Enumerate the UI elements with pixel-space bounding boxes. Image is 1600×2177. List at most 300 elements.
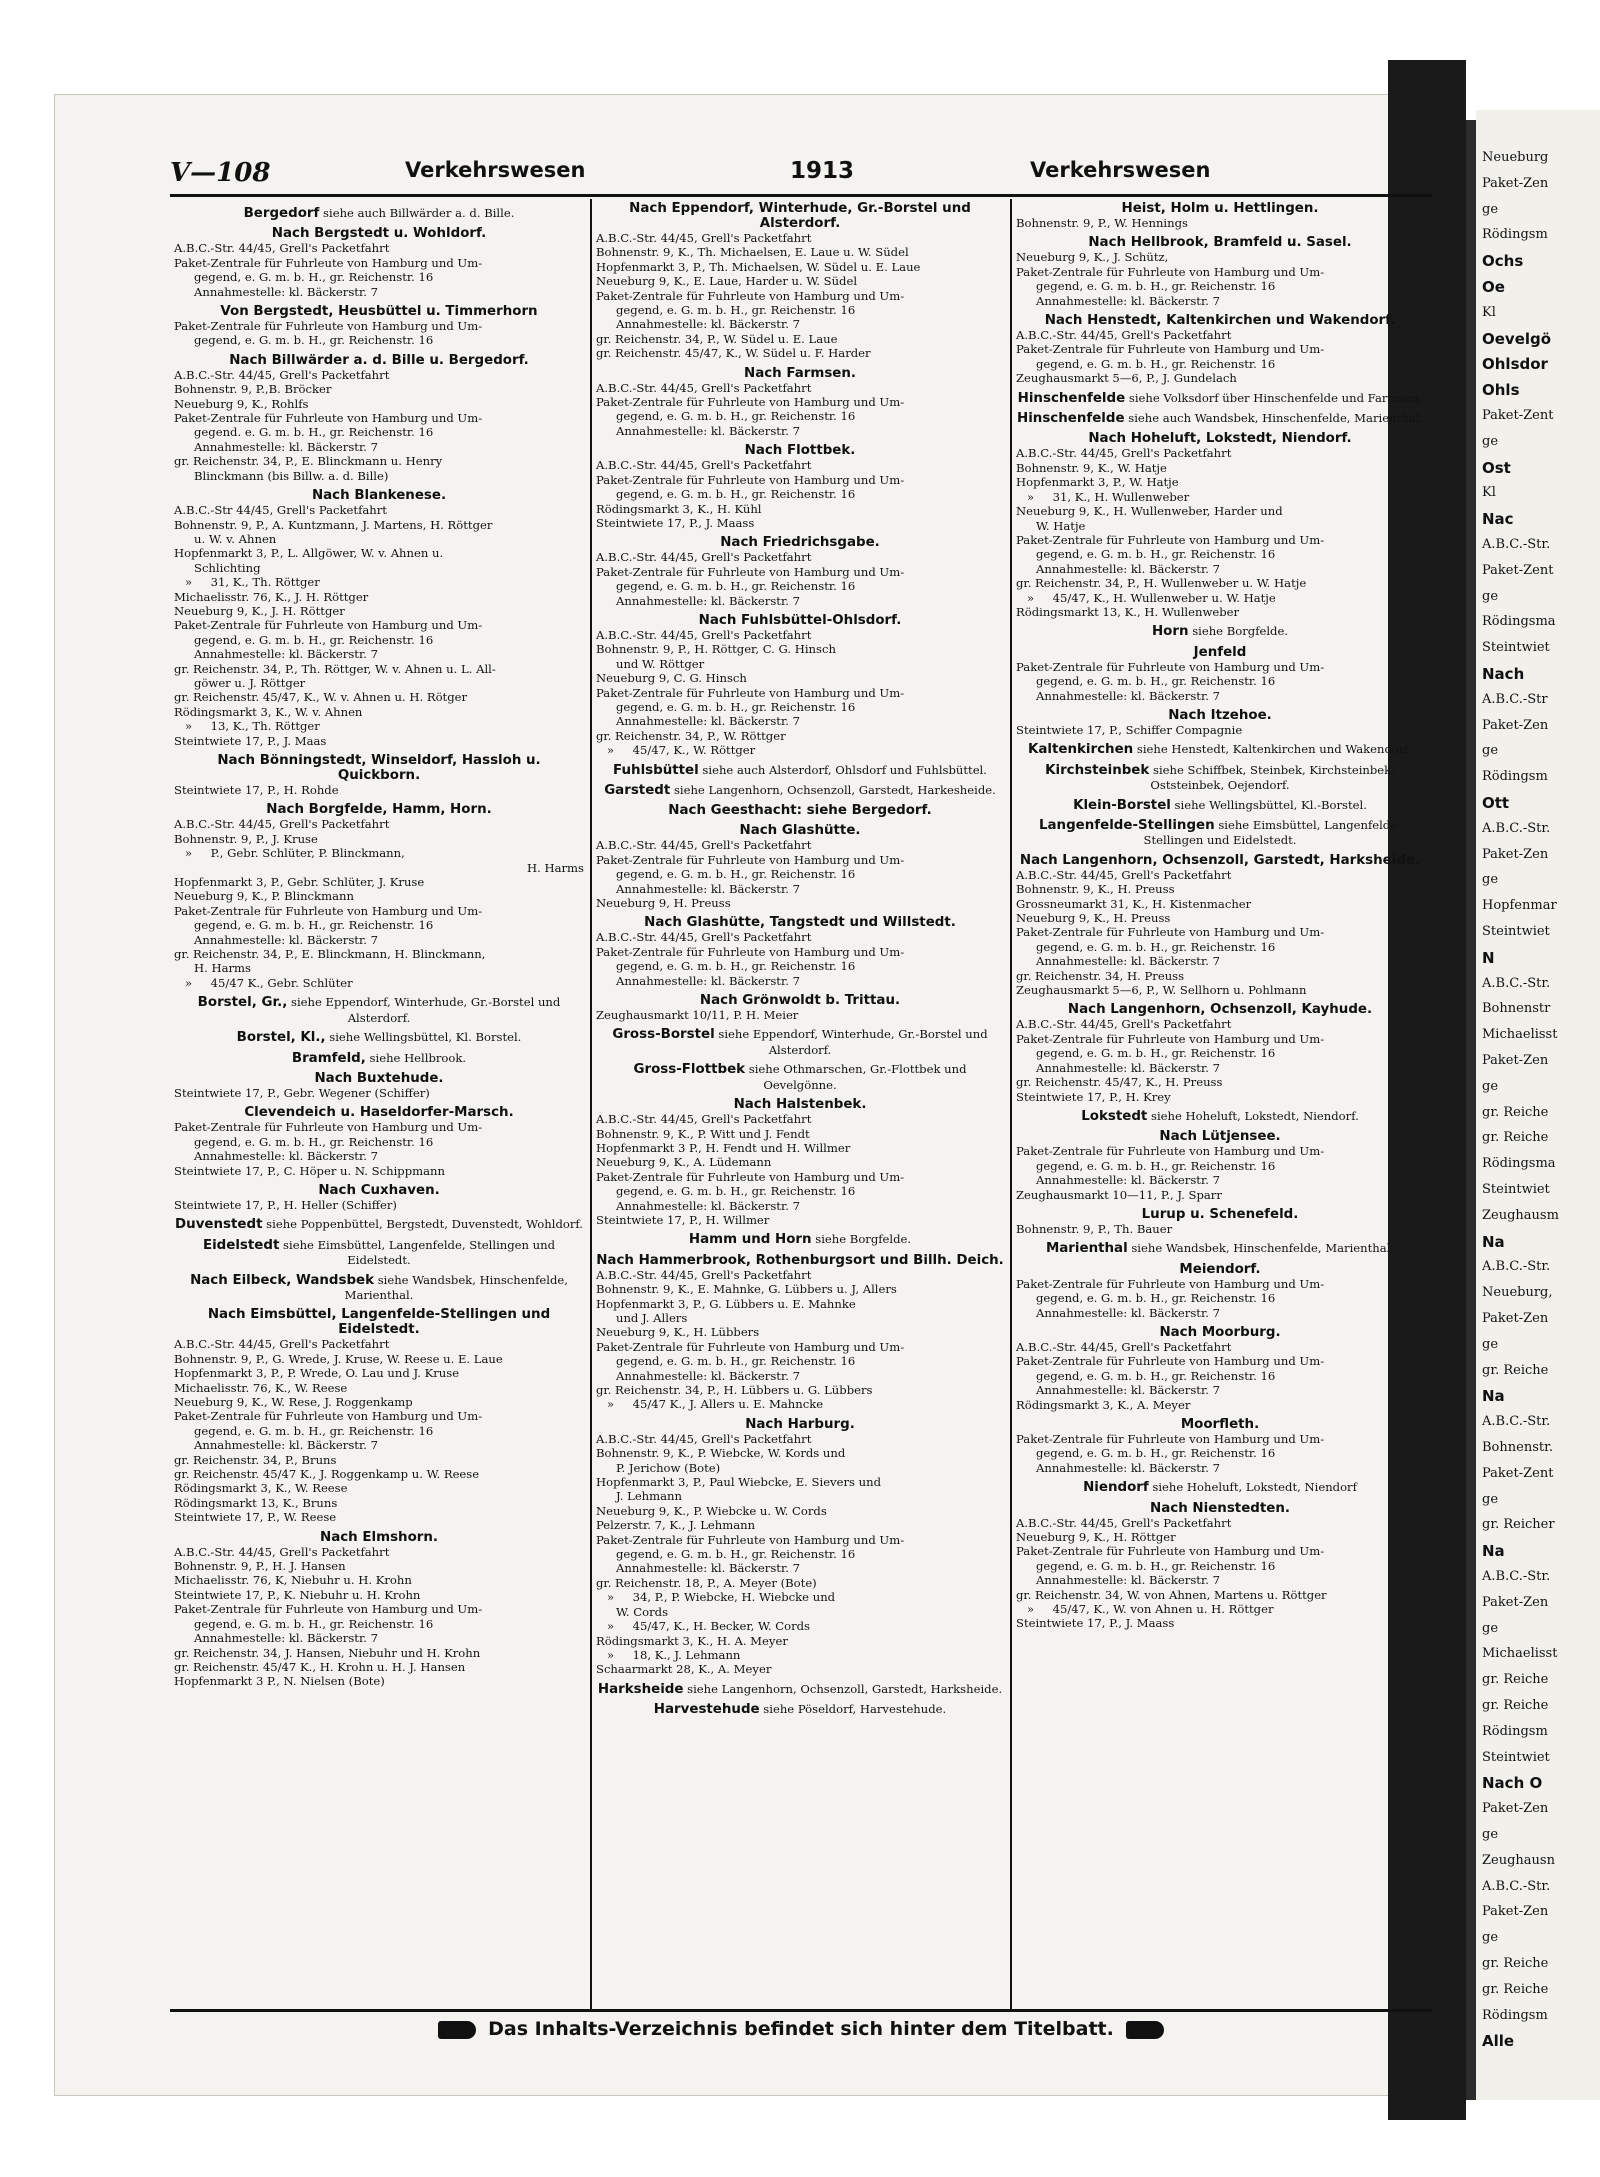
entry-line: Zeughausmarkt 10—11, P., J. Sparr: [1016, 1187, 1222, 1202]
entry-line: gegend, e. G. m. b. H., gr. Reichenstr. 16: [1036, 1046, 1276, 1061]
reference-text: siehe Borgfelde.: [811, 1232, 912, 1247]
route-heading: Heist, Holm u. Hettlingen.: [1121, 201, 1319, 216]
top-rule: [170, 194, 1432, 197]
entry-line: Neueburg 9, K., J. H. Röttger: [174, 603, 345, 618]
entry-line: Zeughausmarkt 5—6, P., W. Sellhorn u. Pohlmann: [1016, 983, 1307, 998]
entry-line: Schlichting: [194, 560, 261, 575]
entry-line: A.B.C.-Str. 44/45, Grell's Packetfahrt: [1016, 1017, 1232, 1032]
entry-line: A.B.C.-Str. 44/45, Grell's Packetfahrt: [596, 627, 812, 642]
route-heading: Lurup u. Schenefeld.: [1141, 1206, 1299, 1222]
reference-place: Niendorf: [1083, 1480, 1149, 1496]
cross-reference: [596, 1062, 1004, 1092]
entry-line: Annahmestelle: kl. Bäckerstr. 7: [1036, 954, 1220, 969]
route-heading: Nach Henstedt, Kaltenkirchen und Wakendorf.: [1044, 313, 1396, 329]
entry-line: Paket-Zentrale für Fuhrleute von Hamburg und Um-: [1016, 1276, 1325, 1291]
next-page-text: Neueburg,: [1482, 1285, 1553, 1301]
adjacent-page-fragment: [1476, 110, 1600, 2100]
reference-text: siehe Wellingsbüttel, Kl.-Borstel.: [1170, 797, 1367, 812]
reference-text: siehe auch Wandsbek, Hinschenfelde, Marienthal.: [1124, 411, 1423, 426]
entry-line: Paket-Zentrale für Fuhrleute von Hamburg und Um-: [1016, 342, 1325, 357]
entry-line: Hopfenmarkt 3, P., W. Hatje: [1016, 475, 1179, 490]
entry-line: gr. Reichenstr. 45/47, K., W. Südel u. F. Harder: [596, 346, 871, 361]
route-heading: Nach Itzehoe.: [1168, 707, 1272, 723]
entry-line: Blinckmann (bis Billw. a. d. Bille): [194, 468, 389, 483]
entry-line: Annahmestelle: kl. Bäckerstr. 7: [1036, 293, 1220, 308]
entry-line: und W. Röttger: [616, 656, 705, 671]
next-page-text: A.B.C.-Str.: [1482, 1259, 1551, 1275]
entry-line: Steintwiete 17, P., J. Maass: [1016, 1616, 1175, 1631]
entry-line: Michaelisstr. 76, K, Niebuhr u. H. Krohn: [174, 1573, 412, 1588]
route-heading: Nach Lütjensee.: [1159, 1129, 1281, 1145]
next-page-text: Rödingsma: [1482, 1156, 1556, 1172]
entry-line: A.B.C.-Str. 44/45, Grell's Packetfahrt: [174, 241, 390, 256]
entry-line: » 34, P., P. Wiebcke, H. Wiebcke und: [596, 1590, 836, 1605]
next-page-text: Paket-Zen: [1482, 717, 1549, 733]
entry-line: Bohnenstr. 9, K., E. Mahnke, G. Lübbers u. J, Allers: [596, 1282, 897, 1297]
entry-line: Annahmestelle: kl. Bäckerstr. 7: [616, 593, 800, 608]
entry-line: Rödingsmarkt 3, K., H. Kühl: [596, 501, 762, 516]
next-page-text: Na: [1482, 1387, 1505, 1406]
entry-line: gr. Reichenstr. 18, P., A. Meyer (Bote): [596, 1575, 817, 1590]
entry-line: u. W. v. Ahnen: [194, 531, 277, 546]
entry-line: gegend, e. G. m. b. H., gr. Reichenstr. 16: [616, 409, 856, 424]
reference-place: Kaltenkirchen: [1027, 742, 1134, 758]
route-heading: Nach Borgfelde, Hamm, Horn.: [266, 802, 492, 818]
entry-line: Paket-Zentrale für Fuhrleute von Hamburg und Um-: [596, 852, 905, 867]
next-page-text: Steintwiet: [1482, 640, 1550, 656]
entry-line: gr. Reichenstr. 34, P., W. Röttger: [596, 728, 786, 743]
entry-line: A.B.C.-Str. 44/45, Grell's Packetfahrt: [596, 930, 812, 945]
reference-place: Horn: [1151, 624, 1189, 640]
next-page-text: Paket-Zen: [1482, 1801, 1549, 1817]
entry-line: A.B.C.-Str. 44/45, Grell's Packetfahrt: [596, 1267, 812, 1282]
entry-line: Paket-Zentrale für Fuhrleute von Hamburg und Um-: [174, 255, 483, 270]
reference-place: Bergedorf: [243, 206, 320, 221]
entry-line: Neueburg 9, H. Preuss: [596, 896, 731, 911]
cross-reference: [1016, 391, 1424, 406]
entry-line: W. Cords: [616, 1604, 669, 1619]
entry-line: gegend, e. G. m. b. H., gr. Reichenstr. 16: [616, 959, 856, 974]
entry-line: gegend, e. G. m. b. H., gr. Reichenstr. 16: [194, 1134, 434, 1149]
next-page-text: N: [1482, 948, 1495, 967]
entry-line: gr. Reichenstr. 45/47, K., H. Preuss: [1016, 1075, 1223, 1090]
entry-line: gr. Reichenstr. 45/47 K., J. Roggenkamp u. W. Reese: [174, 1467, 480, 1482]
reference-place: Klein-Borstel: [1073, 797, 1171, 813]
next-page-text: ge: [1482, 1620, 1499, 1636]
route-heading: Nach Elmshorn.: [320, 1529, 438, 1545]
entry-line: Paket-Zentrale für Fuhrleute von Hamburg und Um-: [174, 411, 483, 426]
cross-reference: [1016, 1109, 1424, 1124]
entry-line: gr. Reichenstr. 34, P., H. Wullenweber u. W. Hatje: [1016, 576, 1307, 591]
next-page-text: Steintwiet: [1482, 924, 1550, 939]
next-page-text: Oevelgö: [1482, 329, 1552, 348]
route-heading: Nach Fuhlsbüttel-Ohlsdorf.: [698, 612, 902, 628]
entry-line: gegend, e. G. m. b. H., gr. Reichenstr. 16: [616, 1547, 856, 1562]
route-heading: Clevendeich u. Haseldorfer-Marsch.: [244, 1105, 514, 1121]
next-page-text: Bohnenstr: [1482, 1001, 1551, 1017]
entry-line: gr. Reichenstr. 34, W. von Ahnen, Martens u. Röttger: [1016, 1587, 1327, 1602]
reference-text: siehe Eimsbüttel, Langenfelde, Stellingen und Eidelstedt.: [279, 1237, 556, 1268]
entry-line: Neueburg 9, K., P. Wiebcke u. W. Cords: [596, 1503, 827, 1518]
entry-line: Paket-Zentrale für Fuhrleute von Hamburg und Um-: [174, 903, 483, 918]
entry-line: Bohnenstr. 9, K., P. Wiebcke, W. Kords und: [596, 1446, 846, 1461]
next-page-text: A.B.C.-Str.: [1482, 1878, 1551, 1894]
entry-line: » 45/47 K., J. Allers u. E. Mahncke: [596, 1397, 824, 1412]
route-heading: Nach Glashütte, Tangstedt und Willstedt.: [644, 915, 956, 931]
entry-line: und J. Allers: [616, 1310, 688, 1325]
next-page-text: ge: [1482, 201, 1499, 217]
entry-line: Neueburg 9, K., W. Rese, J. Roggenkamp: [174, 1395, 413, 1409]
entry-line: Annahmestelle: kl. Bäckerstr. 7: [194, 439, 378, 454]
entry-line: J. Lehmann: [616, 1489, 682, 1504]
entry-line: Rödingsmarkt 3, K., W. v. Ahnen: [174, 704, 363, 719]
entry-line: H. Harms: [527, 860, 584, 875]
entry-line: gr. Reichenstr. 34, P., E. Blinckmann, H. Blinckmann,: [174, 947, 486, 962]
entry-line: Annahmestelle: kl. Bäckerstr. 7: [1036, 688, 1220, 703]
next-page-text: Rödingsma: [1482, 614, 1556, 630]
entry-line: Rödingsmarkt 13, K., H. Wullenweber: [1016, 604, 1240, 619]
reference-place: Gross-Borstel: [612, 1027, 715, 1043]
reference-place: Fuhlsbüttel: [613, 762, 699, 778]
cross-reference: [1016, 818, 1424, 848]
entry-line: Rödingsmarkt 3, K., A. Meyer: [1016, 1397, 1191, 1412]
entry-line: gegend, e. G. m. b. H., gr. Reichenstr. 16: [194, 333, 434, 348]
next-page-text: Zeughausn: [1482, 1852, 1555, 1868]
entry-line: » 45/47, K., W. von Ahnen u. H. Röttger: [1016, 1602, 1274, 1617]
entry-line: gegend, e. G. m. b. H., gr. Reichenstr. 16: [194, 918, 434, 933]
entry-line: gegend, e. G. m. b. H., gr. Reichenstr. 16: [194, 1616, 434, 1631]
route-heading: Nach Buxtehude.: [314, 1070, 444, 1086]
page-number: V—108: [170, 158, 271, 188]
next-page-text: gr. Reiche: [1482, 1104, 1549, 1120]
entry-line: Annahmestelle: kl. Bäckerstr. 7: [194, 1631, 378, 1646]
reference-place: Marienthal: [1045, 1241, 1128, 1257]
next-page-text: ge: [1482, 1930, 1499, 1946]
next-page-text: A.B.C.-Str.: [1482, 1414, 1551, 1430]
route-heading: Nach Hoheluft, Lokstedt, Niendorf.: [1088, 431, 1352, 447]
entry-line: Annahmestelle: kl. Bäckerstr. 7: [616, 1561, 800, 1576]
route-heading: Nach Flottbek.: [744, 443, 856, 459]
entry-line: A.B.C.-Str. 44/45, Grell's Packetfahrt: [596, 1112, 812, 1127]
entry-line: gegend, e. G. m. b. H., gr. Reichenstr. 16: [1036, 1558, 1276, 1573]
entry-line: gegend, e. G. m. b. H., gr. Reichenstr. 16: [1036, 1368, 1276, 1383]
entry-line: gr. Reichenstr. 45/47, K., W. v. Ahnen u. H. Rötger: [174, 690, 468, 705]
entry-line: Bohnenstr. 9, P., J. Kruse: [174, 831, 318, 846]
section-title-right: Verkehrswesen: [1030, 158, 1211, 182]
entry-line: gr. Reichenstr. 34, P., Th. Röttger, W. v. Ahnen u. L. All-: [174, 661, 496, 676]
entry-line: Paket-Zentrale für Fuhrleute von Hamburg und Um-: [596, 1339, 905, 1354]
entry-line: » 45/47, K., W. Röttger: [596, 743, 756, 758]
entry-line: Paket-Zentrale für Fuhrleute von Hamburg und Um-: [1016, 532, 1325, 547]
reference-text: siehe Borgfelde.: [1188, 624, 1289, 639]
route-heading: Nach Nienstedten.: [1150, 1500, 1290, 1516]
entry-line: Annahmestelle: kl. Bäckerstr. 7: [194, 1149, 378, 1164]
entry-line: A.B.C.-Str. 44/45, Grell's Packetfahrt: [1016, 1515, 1232, 1530]
next-page-text: Ohls: [1482, 381, 1520, 400]
entry-line: Annahmestelle: kl. Bäckerstr. 7: [616, 973, 800, 988]
footer-note: [170, 2018, 1432, 2040]
entry-line: Annahmestelle: kl. Bäckerstr. 7: [1036, 561, 1220, 576]
route-heading: Nach Hammerbrook, Rothenburgsort und Billh. Deich.: [596, 1252, 1004, 1268]
next-page-text: Bohnenstr.: [1482, 1440, 1554, 1455]
next-page-text: Paket-Zent: [1482, 408, 1554, 423]
entry-line: A.B.C.-Str 44/45, Grell's Packetfahrt: [174, 503, 387, 518]
cross-reference: [174, 206, 584, 221]
next-page-text: Paket-Zen: [1482, 1053, 1549, 1068]
entry-line: gegend, e. G. m. b. H., gr. Reichenstr. 16: [1036, 547, 1276, 562]
entry-line: A.B.C.-Str. 44/45, Grell's Packetfahrt: [174, 1544, 390, 1559]
entry-line: Paket-Zentrale für Fuhrleute von Hamburg und Um-: [596, 395, 905, 410]
entry-line: Neueburg 9, K., E. Laue, Harder u. W. Südel: [596, 274, 858, 289]
entry-line: Annahmestelle: kl. Bäckerstr. 7: [1036, 1460, 1220, 1475]
entry-line: gegend, e. G. m. b. H., gr. Reichenstr. 16: [1036, 356, 1276, 371]
next-page-text: ge: [1482, 1078, 1499, 1094]
entry-line: gr. Reichenstr. 34, P., H. Lübbers u. G. Lübbers: [596, 1383, 873, 1397]
next-page-text: A.B.C.-Str.: [1482, 820, 1551, 836]
entry-line: A.B.C.-Str. 44/45, Grell's Packetfahrt: [596, 838, 812, 853]
entry-line: Paket-Zentrale für Fuhrleute von Hamburg und Um-: [596, 1169, 905, 1184]
entry-line: Paket-Zentrale für Fuhrleute von Hamburg und Um-: [1016, 264, 1325, 279]
reference-text: siehe Langenhorn, Ochsenzoll, Garstedt, Harkesheide.: [670, 783, 996, 797]
route-heading: Nach Eppendorf, Winterhude, Gr.-Borstel und Alsterdorf.: [629, 201, 971, 231]
entry-line: A.B.C.-Str. 44/45, Grell's Packetfahrt: [174, 1337, 390, 1352]
cross-reference: [596, 1027, 1004, 1057]
entry-line: Annahmestelle: kl. Bäckerstr. 7: [1036, 1573, 1220, 1588]
route-heading: Meiendorf.: [1179, 1261, 1261, 1277]
directory-page: [170, 150, 1432, 2040]
reference-place: Langenfelde-Stellingen: [1038, 818, 1215, 833]
entry-line: Bohnenstr. 9, P.,B. Bröcker: [174, 382, 332, 397]
reference-place: Hamm und Horn: [688, 1232, 812, 1248]
entry-line: gr. Reichenstr. 45/47 K., H. Krohn u. H. J. Hansen: [174, 1659, 466, 1674]
entry-line: Steintwiete 17, P., Gebr. Wegener (Schiffer): [174, 1085, 430, 1100]
entry-line: A.B.C.-Str. 44/45, Grell's Packetfahrt: [1016, 1339, 1232, 1354]
entry-line: Hopfenmarkt 3, P., Paul Wiebcke, E. Sievers und: [596, 1475, 881, 1490]
next-page-text: Nach: [1482, 665, 1525, 683]
entry-line: Hopfenmarkt 3, P., Th. Michaelsen, W. Südel u. E. Laue: [596, 259, 921, 274]
entry-line: Annahmestelle: kl. Bäckerstr. 7: [616, 714, 800, 729]
entry-line: Annahmestelle: kl. Bäckerstr. 7: [194, 647, 378, 662]
entry-line: Hopfenmarkt 3, P., L. Allgöwer, W. v. Ahnen u.: [174, 546, 444, 561]
entry-line: Paket-Zentrale für Fuhrleute von Hamburg und Um-: [1016, 1031, 1325, 1046]
entry-line: gegend, e. G. m. b. H., gr. Reichenstr. 16: [1036, 674, 1276, 689]
reference-place: Eidelstedt: [202, 1237, 280, 1253]
entry-line: Hopfenmarkt 3, P., P. Wrede, O. Lau und J. Kruse: [174, 1366, 460, 1381]
entry-line: A.B.C.-Str. 44/45, Grell's Packetfahrt: [596, 380, 812, 395]
next-page-text: gr. Reiche: [1482, 1130, 1549, 1146]
entry-line: A.B.C.-Str. 44/45, Grell's Packetfahrt: [596, 231, 812, 245]
entry-line: » P., Gebr. Schlüter, P. Blinckmann,: [174, 846, 405, 861]
next-page-text: Neueburg: [1482, 150, 1549, 165]
reference-text: siehe Eppendorf, Winterhude, Gr.-Borstel und Alsterdorf.: [714, 1027, 988, 1057]
entry-line: Rödingsmarkt 3, K., W. Reese: [174, 1481, 348, 1496]
entry-line: gegend, e. G. m. b. H., gr. Reichenstr. 16: [194, 632, 434, 647]
entry-line: gr. Reichenstr. 34, H. Preuss: [1016, 968, 1185, 983]
entry-line: Paket-Zentrale für Fuhrleute von Hamburg und Um-: [1016, 1432, 1325, 1446]
entry-line: Neueburg 9, K., Rohlfs: [174, 396, 309, 411]
cross-reference: [174, 1273, 584, 1303]
entry-line: » 13, K., Th. Röttger: [174, 719, 320, 734]
cross-reference: [1016, 1480, 1424, 1495]
cross-reference: [596, 1702, 1004, 1717]
entry-line: Steintwiete 17, P., H. Krey: [1016, 1089, 1171, 1104]
entry-line: Paket-Zentrale für Fuhrleute von Hamburg und Um-: [1016, 659, 1325, 674]
next-page-text: A.B.C.-Str.: [1482, 1569, 1551, 1584]
cross-reference: [1016, 1241, 1424, 1256]
next-page-text: Ochs: [1482, 252, 1524, 271]
cross-reference: [1016, 742, 1424, 757]
route-heading: Nach Grönwoldt b. Trittau.: [699, 993, 901, 1009]
reference-place: Hinschenfelde: [1017, 390, 1126, 406]
reference-text: siehe Eppendorf, Winterhude, Gr.-Borstel und Alsterdorf.: [287, 995, 561, 1025]
next-page-text: Paket-Zen: [1482, 1311, 1549, 1326]
entry-line: Neueburg 9, K., J. Schütz,: [1016, 250, 1169, 265]
reference-place: Nach Eilbeck, Wandsbek: [190, 1272, 375, 1288]
next-page-text: Oe: [1482, 278, 1505, 296]
spine-edge: [1466, 120, 1476, 2100]
entry-line: A.B.C.-Str. 44/45, Grell's Packetfahrt: [1016, 446, 1232, 461]
entry-line: Annahmestelle: kl. Bäckerstr. 7: [616, 1198, 800, 1213]
next-page-text: ge: [1482, 1491, 1499, 1507]
entry-line: Annahmestelle: kl. Bäckerstr. 7: [194, 1438, 378, 1453]
cross-reference: [174, 1030, 584, 1045]
bottom-rule: [170, 2009, 1432, 2012]
entry-line: Paket-Zentrale für Fuhrleute von Hamburg und Um-: [596, 944, 905, 959]
entry-line: Paket-Zentrale für Fuhrleute von Hamburg und Um-: [1016, 1354, 1325, 1369]
entry-line: Paket-Zentrale für Fuhrleute von Hamburg und Um-: [174, 319, 483, 334]
reference-text: siehe Wandsbek, Hinschenfelde, Marienthal.: [344, 1272, 568, 1302]
route-heading: Nach Eimsbüttel, Langenfelde-Stellingen und Eidelstedt.: [207, 1307, 551, 1338]
next-page-text: Rödingsm: [1482, 769, 1548, 785]
entry-line: gegend, e. G. m. b. H., gr. Reichenstr. 16: [616, 579, 856, 594]
cross-reference: [596, 1232, 1004, 1247]
next-page-text: ge: [1482, 1336, 1499, 1352]
next-page-text: Paket-Zent: [1482, 1465, 1554, 1481]
next-page-text: Ohlsdor: [1482, 355, 1548, 374]
next-page-text: Steintwiet: [1482, 1749, 1550, 1765]
entry-line: A.B.C.-Str. 44/45, Grell's Packetfahrt: [596, 550, 812, 565]
entry-line: Steintwiete 17, P., Schiffer Compagnie: [1016, 722, 1243, 737]
entry-line: » 18, K., J. Lehmann: [596, 1647, 741, 1662]
column-3: [1010, 199, 1430, 2009]
entry-line: gegend, e. G. m. b. H., gr. Reichenstr. 16: [194, 270, 434, 285]
next-page-text: Nac: [1482, 510, 1514, 529]
entry-line: Paket-Zentrale für Fuhrleute von Hamburg und Um-: [174, 1409, 483, 1424]
entry-line: Steintwiete 17, P., J. Maas: [174, 733, 327, 748]
reference-place: Borstel, Kl.,: [236, 1030, 326, 1046]
route-heading: Nach Harburg.: [745, 1416, 855, 1432]
column-1: [170, 199, 590, 2009]
pointing-hand-icon: [438, 2021, 476, 2039]
entry-line: A.B.C.-Str. 44/45, Grell's Packetfahrt: [596, 458, 812, 473]
next-page-text: Paket-Zent: [1482, 562, 1554, 578]
cross-reference: [174, 1051, 584, 1066]
entry-line: Rödingsmarkt 13, K., Bruns: [174, 1495, 338, 1510]
next-page-text: Paket-Zen: [1482, 1594, 1549, 1610]
next-page-text: gr. Reicher: [1482, 1517, 1555, 1533]
entry-line: Annahmestelle: kl. Bäckerstr. 7: [616, 317, 800, 332]
route-heading: Nach Halstenbek.: [733, 1097, 867, 1113]
entry-line: » 31, K., H. Wullenweber: [1016, 489, 1190, 504]
next-page-text: Rödingsm: [1482, 2007, 1548, 2023]
entry-line: Paket-Zentrale für Fuhrleute von Hamburg und Um-: [1016, 1544, 1325, 1559]
entry-line: H. Harms: [194, 961, 251, 976]
next-page-text: Steintwiet: [1482, 1182, 1550, 1197]
entry-line: A.B.C.-Str. 44/45, Grell's Packetfahrt: [174, 367, 390, 382]
entry-line: Paket-Zentrale für Fuhrleute von Hamburg und Um-: [596, 564, 905, 579]
route-heading: Nach Cuxhaven.: [318, 1182, 440, 1198]
next-page-text: Paket-Zen: [1482, 1904, 1549, 1920]
next-page-text: Rödingsm: [1482, 1723, 1548, 1739]
entry-line: gegend, e. G. m. b. H., gr. Reichenstr. 16: [194, 1423, 434, 1438]
next-page-text: Kl: [1482, 304, 1496, 320]
entry-line: gr. Reichenstr. 34, P., E. Blinckmann u. Henry: [174, 454, 443, 469]
entry-line: Bohnenstr. 9, P., H. J. Hansen: [174, 1559, 346, 1574]
entry-line: Michaelisstr. 76, K., W. Reese: [174, 1380, 348, 1395]
cross-reference: [1016, 624, 1424, 639]
pointing-hand-icon: [1126, 2021, 1164, 2039]
entry-line: gr. Reichenstr. 34, P., Bruns: [174, 1452, 337, 1467]
entry-line: Annahmestelle: kl. Bäckerstr. 7: [1036, 1173, 1220, 1188]
entry-line: Paket-Zentrale für Fuhrleute von Hamburg und Um-: [1016, 1144, 1325, 1159]
entry-line: Paket-Zentrale für Fuhrleute von Hamburg und Um-: [596, 685, 905, 700]
entry-line: » 45/47 K., Gebr. Schlüter: [174, 975, 353, 990]
entry-line: Paket-Zentrale für Fuhrleute von Hamburg und Um-: [174, 618, 483, 633]
entry-line: Hopfenmarkt 3 P., N. Nielsen (Bote): [174, 1674, 385, 1689]
columns: [170, 199, 1432, 2009]
entry-line: Paket-Zentrale für Fuhrleute von Hamburg und Um-: [596, 1532, 905, 1547]
entry-line: A.B.C.-Str. 44/45, Grell's Packetfahrt: [174, 817, 390, 832]
next-page-text: Michaelisst: [1482, 1646, 1558, 1662]
cross-reference: [1016, 411, 1424, 426]
next-page-text: gr. Reiche: [1482, 1362, 1549, 1378]
entry-line: gegend, e. G. m. b. H., gr. Reichenstr. 16: [616, 867, 856, 882]
entry-line: Steintwiete 17, P., C. Höper u. N. Schippmann: [174, 1163, 445, 1178]
entry-line: gegend, e. G. m. b. H., gr. Reichenstr. 16: [1036, 1291, 1276, 1306]
route-heading: Nach Langenhorn, Ochsenzoll, Garstedt, Harksheide.: [1019, 852, 1421, 868]
entry-line: Rödingsmarkt 3, K., H. A. Meyer: [596, 1633, 788, 1648]
next-page-text: Alle: [1482, 2032, 1515, 2051]
entry-line: Annahmestelle: kl. Bäckerstr. 7: [616, 1368, 800, 1383]
next-page-text: A.B.C.-Str.: [1482, 537, 1551, 552]
entry-line: gegend, e. G. m. b. H., gr. Reichenstr. 16: [1036, 1158, 1276, 1173]
entry-line: Neueburg 9, K., H. Röttger: [1016, 1530, 1176, 1545]
entry-line: Bohnenstr. 9, P., Th. Bauer: [1016, 1221, 1173, 1236]
entry-line: Steintwiete 17, P., H. Rohde: [174, 783, 339, 797]
route-heading: Nach Bergstedt u. Wohldorf.: [271, 226, 487, 242]
entry-line: Neueburg 9, K., H. Preuss: [1016, 911, 1171, 926]
cross-reference: [174, 1238, 584, 1268]
next-page-text: Ost: [1482, 458, 1511, 477]
next-page-text: Paket-Zen: [1482, 846, 1549, 862]
entry-line: Bohnenstr. 9, K., W. Hatje: [1016, 460, 1167, 475]
entry-line: gegend, e. G. m. b. H., gr. Reichenstr. 16: [1036, 1446, 1276, 1461]
entry-line: Neueburg 9, K., A. Lüdemann: [596, 1155, 772, 1170]
reference-text: siehe Schiffbek, Steinbek, Kirchsteinbek, Oststeinbek, Oejendorf.: [1149, 762, 1395, 793]
entry-line: Annahmestelle: kl. Bäckerstr. 7: [194, 284, 378, 299]
cross-reference: [1016, 798, 1424, 813]
reference-text: siehe Henstedt, Kaltenkirchen und Wakendorf.: [1133, 742, 1413, 757]
reference-text: siehe Hoheluft, Lokstedt, Niendorf: [1148, 1480, 1357, 1495]
cross-reference: [596, 763, 1004, 778]
entry-line: Paket-Zentrale für Fuhrleute von Hamburg und Um-: [174, 1602, 483, 1617]
next-page-text: Paket-Zen: [1482, 175, 1549, 191]
entry-line: gr. Reichenstr. 34, P., W. Südel u. E. Laue: [596, 331, 838, 346]
entry-line: Paket-Zentrale für Fuhrleute von Hamburg und Um-: [596, 472, 905, 487]
reference-text: siehe auch Billwärder a. d. Bille.: [319, 206, 515, 220]
cross-reference: [596, 1682, 1004, 1697]
entry-line: » 31, K., Th. Röttger: [174, 575, 320, 590]
